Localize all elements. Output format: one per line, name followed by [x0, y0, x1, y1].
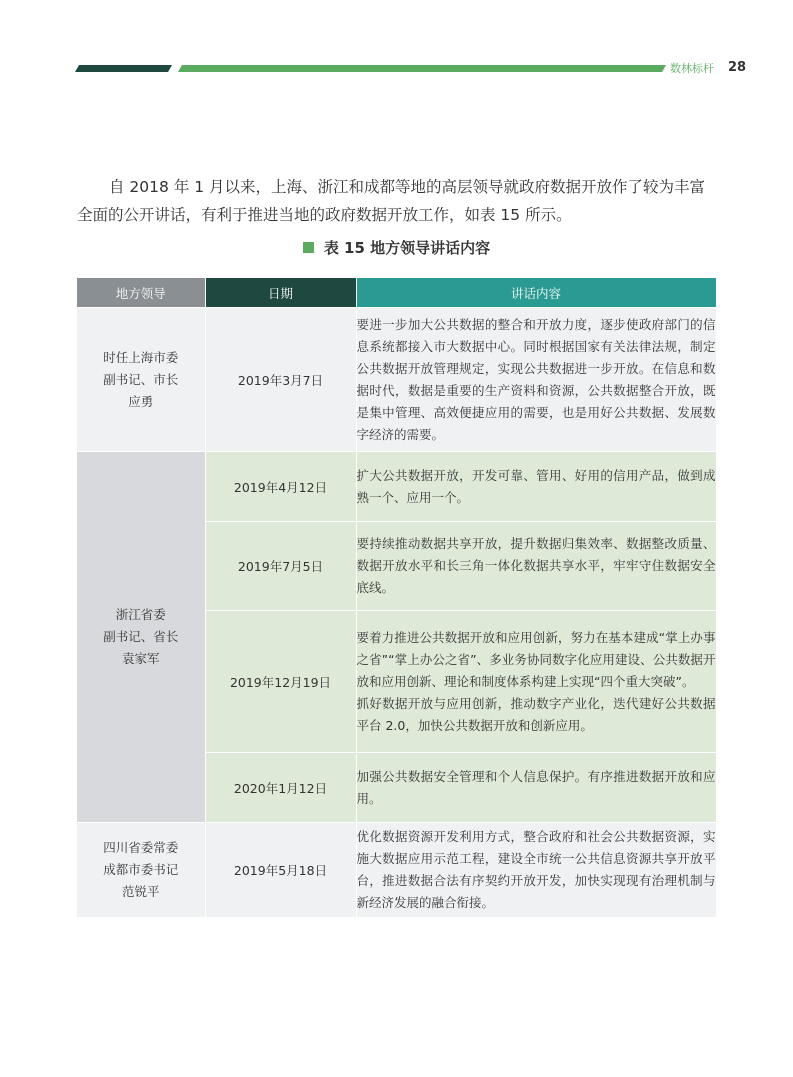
date-cell: 2019年7月5日 — [205, 522, 356, 611]
leader-line: 四川省委常委 — [103, 839, 179, 855]
content-cell — [356, 522, 716, 611]
leader-line: 成都市委书记 — [103, 861, 179, 877]
header-bar-dark — [75, 65, 172, 72]
content-text: 要着力推进公共数据开放和应用创新，努力在基本建成“掌上办事之省”“掌上办公之省”、多业务协同数字化应用建设、公共数据开放和应用创新、理论和制度体系构建上实现“四个重大突破”。 — [356, 629, 716, 689]
section-label: 数林标杆 — [670, 62, 714, 75]
leader-cell-chengdu — [77, 823, 205, 917]
leader-cell-zhejiang — [77, 452, 205, 823]
date-cell: 2019年3月7日 — [205, 308, 356, 452]
content-text: 加强公共数据安全管理和个人信息保护。有序推进数据开放和应用。 — [356, 768, 716, 806]
content-text: 要持续推动数据共享开放，提升数据归集效率、数据整改质量、数据开放水平和长三角一体化数据共享水平，牢牢守住数据安全底线。 — [356, 536, 716, 595]
leader-line: 袁家军 — [121, 651, 160, 666]
leader-line: 时任上海市委 — [103, 349, 179, 365]
content-cell — [356, 452, 716, 522]
header-leader: 地方领导 — [77, 278, 205, 308]
table-row — [77, 823, 716, 917]
intro-paragraph: 自 2018 年 1 月以来，上海、浙江和成都等地的高层领导就政府数据开放作了较为丰富全面的公开讲话，有利于推进当地的政府数据开放工作，如表 15 所示。 — [77, 178, 706, 224]
date-cell: 2020年1月12日 — [205, 753, 356, 823]
table-row — [77, 452, 716, 522]
leader-line: 浙江省委 — [115, 607, 166, 622]
leader-line: 副书记、市长 — [103, 371, 179, 387]
header-content: 讲话内容 — [356, 278, 716, 308]
table-title-text: 表 15 地方领导讲话内容 — [323, 239, 491, 257]
content-text: 扩大公共数据开放，开发可靠、管用、好用的信用产品，做到成熟一个、应用一个。 — [356, 467, 716, 505]
content-cell — [356, 611, 716, 753]
content-cell — [356, 823, 716, 917]
table-title — [0, 238, 793, 258]
content-text: 优化数据资源开发利用方式，整合政府和社会公共数据资源，实施大数据应用示范工程，建设全市统一公共信息资源共享开放平台，推进数据合法有序契约开放开发，加快实现现有治理机制与新经济发展的融合衔接。 — [356, 828, 716, 910]
content-cell — [356, 308, 716, 452]
date-cell: 2019年12月19日 — [205, 611, 356, 753]
content-text: 要进一步加大公共数据的整合和开放力度，逐步使政府部门的信息系统都接入市大数据中心。同时根据国家有关法律法规，制定公共数据开放管理规定，实现公共数据进一步开放。在信息和数据时代，数据是重要的生产资料和资源，公共数据整合开放，既是集中管理、高效便捷应用的需要，也是用好公共数据、发展数字经济的需要。 — [356, 316, 716, 442]
leader-line: 范锐平 — [121, 883, 160, 899]
leader-line: 副书记、省长 — [103, 629, 179, 644]
content-text: 抓好数据开放与应用创新，推动数字产业化，迭代建好公共数据平台 2.0，加快公共数据开放和创新应用。 — [356, 695, 716, 733]
header-date: 日期 — [205, 278, 356, 308]
page-number: 28 — [728, 60, 747, 75]
date-cell: 2019年4月12日 — [205, 452, 356, 522]
leader-line: 应勇 — [128, 393, 154, 409]
title-square-icon — [303, 242, 314, 253]
table-header-row — [77, 278, 716, 308]
leader-cell-shanghai — [77, 308, 205, 452]
speech-table — [77, 278, 717, 917]
header-bar-green — [178, 65, 666, 72]
table-row — [77, 308, 716, 452]
content-cell — [356, 753, 716, 823]
date-cell: 2019年5月18日 — [205, 823, 356, 917]
